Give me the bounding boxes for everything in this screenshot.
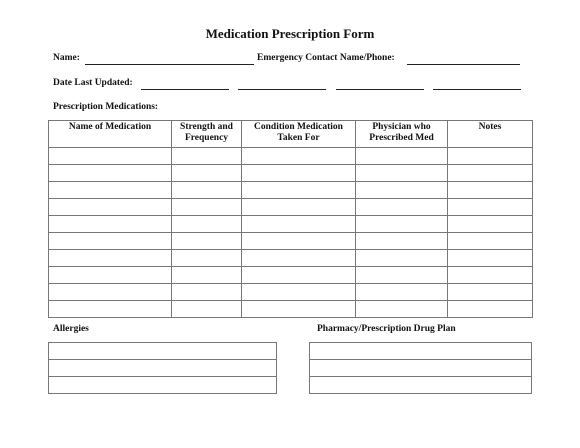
pharmacy-entry[interactable] <box>310 343 532 360</box>
pharmacy-entry[interactable] <box>310 360 532 377</box>
pharmacy-entry[interactable] <box>310 377 532 394</box>
column-header <box>448 121 533 148</box>
table-row <box>310 377 532 394</box>
table-cell[interactable] <box>172 182 242 199</box>
table-cell[interactable] <box>172 267 242 284</box>
column-header <box>356 121 448 148</box>
table-cell[interactable] <box>448 148 533 165</box>
table-cell[interactable] <box>49 148 172 165</box>
table-row <box>49 250 533 267</box>
date-field-3[interactable] <box>336 89 424 90</box>
table-row <box>49 267 533 284</box>
table-cell[interactable] <box>49 250 172 267</box>
table-row <box>49 199 533 216</box>
table-cell[interactable] <box>49 199 172 216</box>
column-header <box>242 121 356 148</box>
table-cell[interactable] <box>172 165 242 182</box>
table-row <box>49 377 277 394</box>
table-cell[interactable] <box>356 250 448 267</box>
table-cell[interactable] <box>242 301 356 318</box>
column-header-line: Frequency <box>184 133 229 143</box>
column-header-line: Strength and <box>180 122 233 132</box>
table-cell[interactable] <box>448 233 533 250</box>
table-row <box>49 216 533 233</box>
table-cell[interactable] <box>172 148 242 165</box>
table-row <box>49 148 533 165</box>
allergies-entry[interactable] <box>49 343 277 360</box>
form-title: Medication Prescription Form <box>205 26 375 41</box>
table-cell[interactable] <box>242 250 356 267</box>
emergency-contact-label: Emergency Contact Name/Phone: <box>257 53 395 63</box>
table-row <box>49 233 533 250</box>
column-header <box>49 121 172 148</box>
table-cell[interactable] <box>242 182 356 199</box>
table-row <box>49 301 533 318</box>
table-row <box>49 284 533 301</box>
table-cell[interactable] <box>448 267 533 284</box>
table-cell[interactable] <box>49 233 172 250</box>
table-cell[interactable] <box>356 199 448 216</box>
table-cell[interactable] <box>356 301 448 318</box>
table-cell[interactable] <box>49 182 172 199</box>
table-cell[interactable] <box>172 250 242 267</box>
allergies-entry[interactable] <box>49 360 277 377</box>
table-cell[interactable] <box>448 199 533 216</box>
table-row <box>49 165 533 182</box>
column-header-line: Condition Medication <box>254 122 343 132</box>
table-cell[interactable] <box>242 216 356 233</box>
column-header-line: Physician who <box>372 122 431 132</box>
table-cell[interactable] <box>242 165 356 182</box>
date-field-2[interactable] <box>238 89 326 90</box>
table-cell[interactable] <box>49 301 172 318</box>
table-cell[interactable] <box>448 284 533 301</box>
table-cell[interactable] <box>49 165 172 182</box>
table-cell[interactable] <box>448 216 533 233</box>
table-cell[interactable] <box>356 216 448 233</box>
table-cell[interactable] <box>242 284 356 301</box>
name-label: Name: <box>53 53 80 63</box>
table-cell[interactable] <box>448 182 533 199</box>
name-field[interactable] <box>85 64 254 65</box>
date-field-4[interactable] <box>433 89 521 90</box>
table-cell[interactable] <box>172 301 242 318</box>
column-header-line: Taken For <box>277 133 320 143</box>
table-cell[interactable] <box>356 148 448 165</box>
prescription-medications-label: Prescription Medications: <box>53 102 159 112</box>
table-row <box>49 182 533 199</box>
date-last-updated-label: Date Last Updated: <box>53 78 133 88</box>
emergency-contact-field[interactable] <box>407 64 520 65</box>
table-cell[interactable] <box>172 199 242 216</box>
table-cell[interactable] <box>356 233 448 250</box>
table-cell[interactable] <box>172 233 242 250</box>
table-cell[interactable] <box>356 267 448 284</box>
table-cell[interactable] <box>49 284 172 301</box>
prescription-table <box>48 120 533 318</box>
allergies-entry[interactable] <box>49 377 277 394</box>
pharmacy-label: Pharmacy/Prescription Drug Plan <box>317 324 456 334</box>
table-cell[interactable] <box>448 165 533 182</box>
allergies-label: Allergies <box>53 324 89 334</box>
column-header-line: Prescribed Med <box>369 133 434 143</box>
table-cell[interactable] <box>356 284 448 301</box>
table-cell[interactable] <box>242 233 356 250</box>
table-row <box>49 343 277 360</box>
table-row <box>310 360 532 377</box>
table-cell[interactable] <box>356 182 448 199</box>
column-header <box>172 121 242 148</box>
table-row <box>49 360 277 377</box>
table-cell[interactable] <box>172 284 242 301</box>
allergies-table <box>48 342 277 394</box>
table-row <box>310 343 532 360</box>
column-header-line: Notes <box>478 122 502 132</box>
table-cell[interactable] <box>49 216 172 233</box>
table-cell[interactable] <box>242 148 356 165</box>
table-cell[interactable] <box>172 216 242 233</box>
table-cell[interactable] <box>49 267 172 284</box>
pharmacy-table <box>309 342 532 394</box>
table-cell[interactable] <box>242 267 356 284</box>
table-cell[interactable] <box>242 199 356 216</box>
date-field-1[interactable] <box>141 89 229 90</box>
column-header-line: Name of Medication <box>68 122 152 132</box>
table-cell[interactable] <box>448 250 533 267</box>
table-cell[interactable] <box>356 165 448 182</box>
table-cell[interactable] <box>448 301 533 318</box>
